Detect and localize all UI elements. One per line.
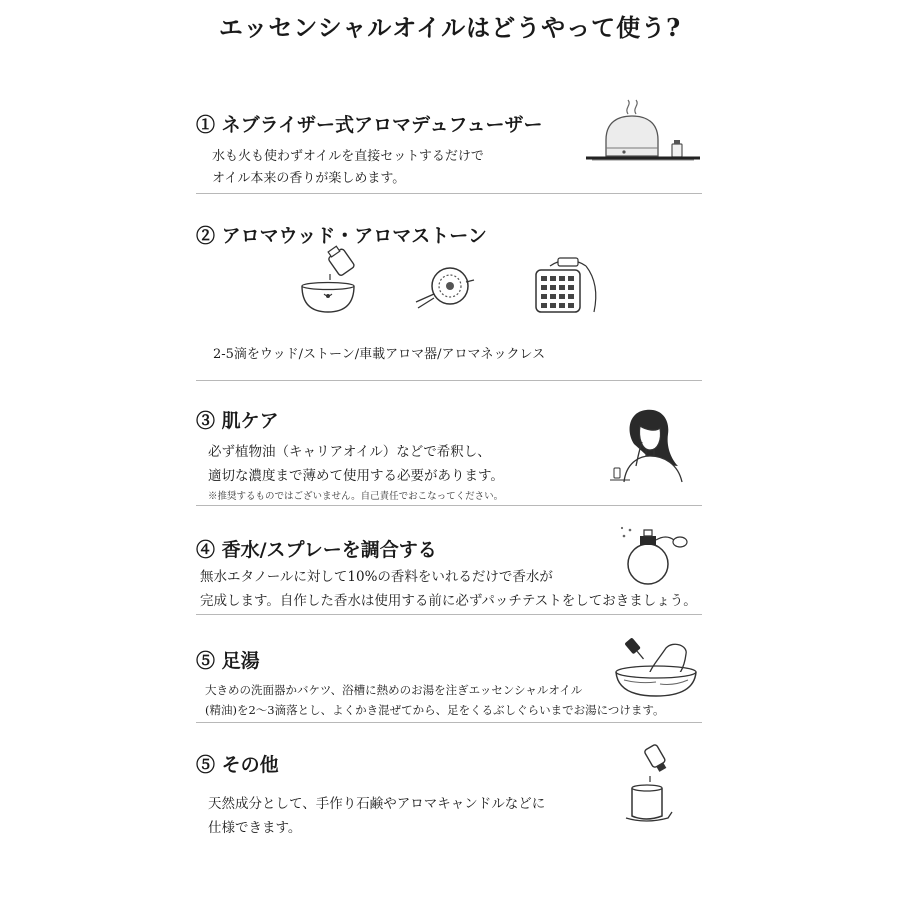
section-3-line-2: 適切な濃度まで薄めて使用する必要があります。: [208, 468, 504, 484]
divider-3: [196, 505, 702, 506]
woman-skincare-icon: [608, 404, 694, 484]
section-3-body: [208, 440, 504, 488]
divider-5: [196, 722, 702, 723]
car-vent-diffuser-icon: [408, 264, 480, 312]
section-3-line-1: 必ず植物油（キャリアオイル）などで希釈し、: [208, 444, 491, 460]
section-2-title: ② アロマウッド・アロマストーン: [196, 225, 487, 247]
section-3-title: ③ 肌ケア: [196, 410, 279, 432]
section-4-line-2: 完成します。自作した香水は使用する前に必ずパッチテストをしておきましょう。: [200, 593, 697, 609]
candle-dropper-icon: [622, 744, 678, 824]
section-1-body: [212, 146, 484, 190]
section-5-body: [205, 680, 664, 720]
divider-4: [196, 614, 702, 615]
aroma-necklace-icon: [528, 256, 608, 318]
aroma-bowl-icon: [296, 246, 366, 314]
divider-1: [196, 193, 702, 194]
page-title: エッセンシャルオイルはどうやって使う?: [218, 13, 682, 42]
section-6-line-1: 天然成分として、手作り石鹸やアロマキャンドルなどに: [208, 796, 546, 812]
section-6-line-2: 仕様できます。: [208, 820, 302, 836]
perfume-bottle-icon: [620, 524, 696, 586]
section-1-title: ① ネブライザー式アロマデュフューザー: [196, 114, 543, 136]
section-4-line-1: 無水エタノールに対して10%の香料をいれるだけで香水が: [200, 569, 553, 585]
foot-bath-icon: [610, 634, 702, 700]
section-6-body: [208, 792, 545, 840]
diffuser-icon: [584, 100, 704, 178]
section-1-line-1: 水も火も使わずオイルを直接セットするだけで: [212, 149, 484, 164]
divider-2: [196, 380, 702, 381]
section-5-line-2: (精油)を2〜3滴落とし、よくかき混ぜてから、足をくるぶしぐらいまでお湯につけます。: [205, 703, 665, 717]
section-3-note: ※推奨するものではございません。自己責任でおこなってください。: [208, 491, 504, 502]
section-5-line-1: 大きめの洗面器かバケツ、浴槽に熱めのお湯を注ぎエッセンシャルオイル: [205, 683, 583, 697]
section-6-title: ⑤ その他: [196, 754, 279, 776]
section-4-title: ④ 香水/スプレーを調合する: [196, 539, 437, 561]
section-1-line-2: オイル本来の香りが楽しめます。: [212, 171, 406, 186]
section-2-body: 2-5滴をウッド/ストーン/車載アロマ器/アロマネックレス: [213, 347, 546, 362]
section-5-title: ⑤ 足湯: [196, 650, 260, 672]
